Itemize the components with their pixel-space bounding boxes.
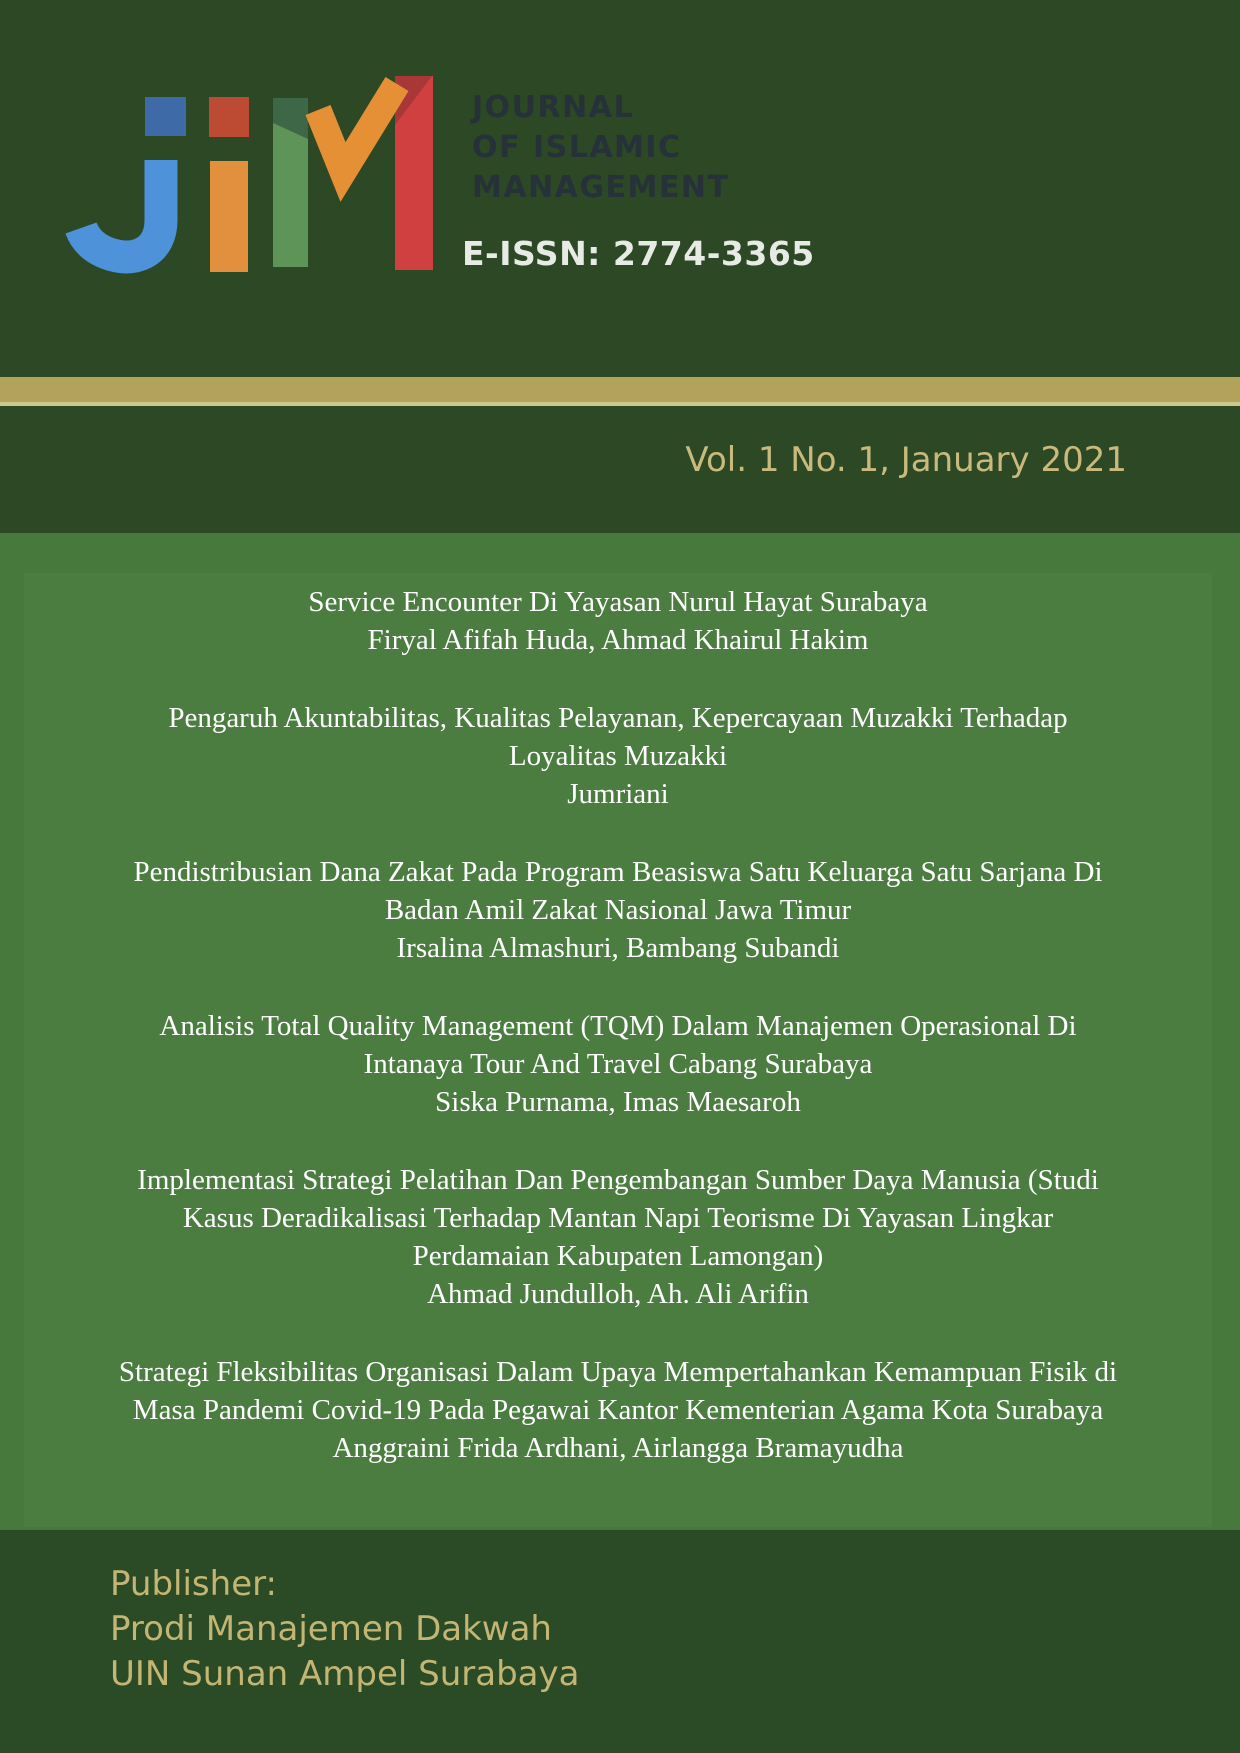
article-title-line: Implementasi Strategi Pelatihan Dan Pengembangan Sumber Daya Manusia (Studi bbox=[137, 1164, 1099, 1196]
article-entry bbox=[24, 583, 1212, 659]
article-title-line: Strategi Fleksibilitas Organisasi Dalam Upaya Mempertahankan Kemampuan Fisik di bbox=[118, 1356, 1118, 1388]
article-title-line: Intanaya Tour And Travel Cabang Surabaya bbox=[363, 1048, 873, 1080]
article-authors: Jumriani bbox=[567, 778, 669, 810]
journal-name bbox=[472, 88, 729, 208]
articles-panel bbox=[24, 573, 1212, 1527]
publisher-label: Publisher: bbox=[110, 1564, 277, 1604]
journal-name-line: OF ISLAMIC bbox=[472, 130, 682, 165]
publisher-line: Prodi Manajemen Dakwah bbox=[110, 1609, 552, 1649]
article-title-line: Masa Pandemi Covid-19 Pada Pegawai Kantor Kementerian Agama Kota Surabaya bbox=[132, 1394, 1104, 1426]
logo-letter-m bbox=[273, 76, 433, 270]
article-authors: Siska Purnama, Imas Maesaroh bbox=[435, 1086, 801, 1118]
article-title-line: Loyalitas Muzakki bbox=[508, 740, 728, 772]
article-entry bbox=[24, 1353, 1212, 1467]
article-authors: Firyal Afifah Huda, Ahmad Khairul Hakim bbox=[367, 624, 869, 656]
article-entry bbox=[24, 1007, 1212, 1121]
cover-header bbox=[0, 0, 1240, 533]
article-title-line: Badan Amil Zakat Nasional Jawa Timur bbox=[384, 894, 852, 926]
article-title-line: Analisis Total Quality Management (TQM) Dalam Manajemen Operasional Di bbox=[159, 1010, 1077, 1042]
publisher-section bbox=[0, 1530, 1240, 1753]
journal-name-line: MANAGEMENT bbox=[472, 170, 730, 205]
article-entry bbox=[24, 853, 1212, 967]
article-entry bbox=[24, 1161, 1212, 1313]
article-title-line: Pengaruh Akuntabilitas, Kualitas Pelayanan, Kepercayaan Muzakki Terhadap bbox=[168, 702, 1068, 734]
eissn-text: E-ISSN: 2774-3365 bbox=[462, 234, 815, 273]
article-title-line: Kasus Deradikalisasi Terhadap Mantan Napi Teorisme Di Yayasan Lingkar bbox=[182, 1202, 1054, 1234]
issue-label: Vol. 1 No. 1, January 2021 bbox=[685, 440, 1127, 480]
article-authors: Irsalina Almashuri, Bambang Subandi bbox=[396, 932, 840, 964]
gold-divider bbox=[0, 377, 1240, 406]
article-authors: Ahmad Jundulloh, Ah. Ali Arifin bbox=[427, 1278, 809, 1310]
logo-letter-i bbox=[209, 97, 249, 272]
articles-section bbox=[0, 533, 1240, 1530]
publisher-line: UIN Sunan Ampel Surabaya bbox=[110, 1654, 580, 1694]
article-title-line: Perdamaian Kabupaten Lamongan) bbox=[412, 1240, 824, 1272]
logo-letter-j bbox=[81, 97, 186, 257]
journal-name-line: JOURNAL bbox=[472, 90, 635, 125]
article-title-line: Pendistribusian Dana Zakat Pada Program Beasiswa Satu Keluarga Satu Sarjana Di bbox=[133, 856, 1103, 888]
article-entry bbox=[24, 699, 1212, 813]
article-authors: Anggraini Frida Ardhani, Airlangga Bramayudha bbox=[332, 1432, 904, 1464]
article-title-line: Service Encounter Di Yayasan Nurul Hayat Surabaya bbox=[308, 586, 928, 618]
